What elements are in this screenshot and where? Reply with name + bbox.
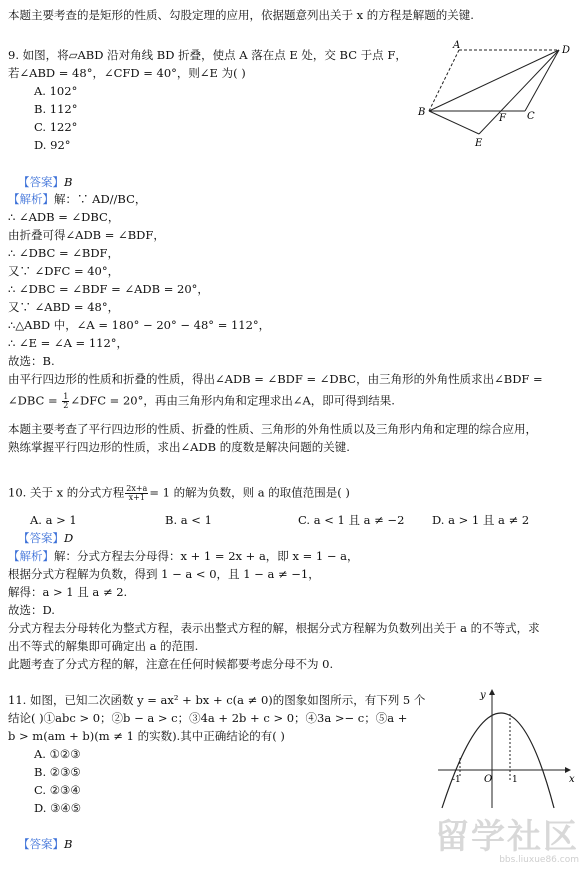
- q11-stem-line2: 结论( )①abc > 0；②b − a > c；③4a + 2b + c > 0；④3a >− c；⑤a +: [8, 711, 408, 725]
- q9-fraction-denominator: 2: [63, 401, 69, 410]
- q9-option-c: C. 122°: [34, 120, 78, 134]
- q10-analysis-line: 故选：D.: [8, 603, 55, 617]
- q11-option-c: C. ②③④: [34, 783, 81, 797]
- q9-label-f: F: [499, 113, 506, 124]
- q11-answer-line: [18, 837, 72, 852]
- q11-option-b: B. ②③⑤: [34, 765, 81, 779]
- watermark-url: bbs.liuxue86.com: [499, 855, 579, 865]
- q10-option-d: D. a > 1 且 a ≠ 2: [432, 513, 530, 527]
- q9-answer-tag: 【答案】: [18, 175, 64, 189]
- q10-analysis-first: [8, 549, 359, 564]
- q9-analysis-line: ∴ ∠ADB = ∠DBC，: [8, 210, 120, 224]
- q9-fraction-post: ∠DFC = 20°，再由三角形内角和定理求出∠A，即可得到结果.: [70, 393, 395, 408]
- q9-label-c: C: [527, 111, 535, 122]
- q10-analysis-text: 解：分式方程去分母得：x + 1 = 2x + a，即 x = 1 − a，: [54, 549, 359, 563]
- q9-label-b: B: [418, 107, 426, 118]
- q9-option-d: D. 92°: [34, 138, 71, 152]
- q9-analysis-tag: 【解析】: [8, 192, 54, 206]
- q10-fraction-numerator: 2x+a: [126, 484, 148, 493]
- q9-analysis-line: 由平行四边形的性质和折叠的性质，得出∠ADB = ∠BDF = ∠DBC，由三角形的外角性质求出∠BDF =: [8, 372, 543, 386]
- q10-analysis-line: 此题考查了分式方程的解，注意在任何时候都要考虑分母不为 0.: [8, 657, 334, 671]
- q9-label-e: E: [475, 138, 483, 149]
- watermark: [435, 819, 579, 865]
- top-summary-line: 本题主要考查的是矩形的性质、勾股定理的应用，依据题意列出关于 x 的方程是解题的关键.: [8, 8, 474, 22]
- q11-option-a: A. ①②③: [34, 747, 81, 761]
- q9-option-b: B. 112°: [34, 102, 78, 116]
- q9-parallelogram-figure: [415, 38, 580, 150]
- q10-fraction: [125, 485, 148, 502]
- q11-label-pos1: 1: [512, 775, 518, 785]
- q9-analysis-line: ∴△ABD 中，∠A = 180° − 20° − 48° = 112°，: [8, 318, 271, 332]
- q10-stem-pre: 10. 关于 x 的分式方程: [8, 485, 125, 500]
- q9-fraction-line: [8, 393, 395, 410]
- q10-option-b: B. a < 1: [165, 513, 212, 527]
- q10-stem-post: = 1 的解为负数，则 a 的取值范围是( ): [149, 485, 350, 500]
- q10-stem: [8, 485, 350, 502]
- q10-option-c: C. a < 1 且 a ≠ −2: [298, 513, 405, 527]
- q9-label-d: D: [562, 45, 571, 56]
- q10-answer-tag: 【答案】: [18, 531, 64, 545]
- q11-option-d: D. ③④⑤: [34, 801, 82, 815]
- watermark-main: 留学社区: [435, 817, 579, 857]
- q9-analysis-line: 故选：B.: [8, 354, 55, 368]
- q9-stem-line2: 若∠ABD = 48°，∠CFD = 40°，则∠E 为( ): [8, 66, 246, 80]
- q9-fraction-numerator: 1: [63, 392, 69, 401]
- q9-analysis-line: 又∵ ∠ABD = 48°，: [8, 300, 120, 314]
- q10-option-a: A. a > 1: [30, 513, 77, 527]
- q10-analysis-line: 根据分式方程解为负数，得到 1 − a < 0，且 1 − a ≠ −1，: [8, 567, 320, 581]
- q9-fraction: [62, 393, 69, 410]
- q9-summary-line1: 本题主要考查了平行四边形的性质、折叠的性质、三角形的外角性质以及三角形内角和定理的综合应用，: [8, 422, 537, 436]
- q9-analysis-text: 解：∵ AD//BC，: [54, 192, 147, 206]
- q11-label-y: y: [480, 690, 486, 701]
- q11-label-origin: O: [484, 774, 493, 785]
- q11-stem-line3: b > m(am + b)(m ≠ 1 的实数).其中正确结论的有( ): [8, 729, 285, 743]
- q9-summary-line2: 熟练掌握平行四边形的性质，求出∠ADB 的度数是解决问题的关键.: [8, 440, 350, 454]
- q10-analysis-line: 解得：a > 1 且 a ≠ 2.: [8, 585, 128, 599]
- q10-answer-line: [18, 531, 73, 546]
- q9-analysis-first: [8, 192, 146, 207]
- q10-analysis-tag: 【解析】: [8, 549, 54, 563]
- q9-answer-line: [18, 175, 72, 190]
- q10-analysis-line: 出不等式的解集即可确定出 a 的范围.: [8, 639, 199, 653]
- q9-option-a: A. 102°: [34, 84, 78, 98]
- q9-stem-line1: 9. 如图，将▱ABD 沿对角线 BD 折叠，使点 A 落在点 E 处，交 BC 于点 F，: [8, 48, 407, 62]
- q11-answer-value: B: [64, 837, 73, 851]
- q11-parabola-figure: [430, 684, 580, 810]
- q9-analysis-line: ∴ ∠DBC = ∠BDF = ∠ADB = 20°，: [8, 282, 209, 296]
- q9-analysis-line: 由折叠可得∠ADB = ∠BDF，: [8, 228, 165, 242]
- q9-fraction-pre: ∠DBC =: [8, 393, 62, 408]
- q11-label-x: x: [569, 774, 575, 785]
- q11-answer-tag: 【答案】: [18, 837, 64, 851]
- q9-analysis-line: ∴ ∠DBC = ∠BDF，: [8, 246, 120, 260]
- q9-answer-value: B: [64, 175, 73, 189]
- q11-label-neg1: -1: [452, 775, 461, 785]
- q10-analysis-line: 分式方程去分母转化为整式方程，表示出整式方程的解，根据分式方程解为负数列出关于 a 的不等式，求: [8, 621, 540, 635]
- q10-answer-value: D: [64, 531, 74, 545]
- q10-fraction-denominator: x+1: [128, 493, 145, 502]
- q9-label-a: A: [453, 40, 461, 51]
- q9-analysis-line: ∴ ∠E = ∠A = 112°，: [8, 336, 129, 350]
- q11-stem-line1: 11. 如图，已知二次函数 y = ax² + bx + c(a ≠ 0)的图象如图所示，有下列 5 个: [8, 693, 426, 707]
- q9-analysis-line: 又∵ ∠DFC = 40°，: [8, 264, 120, 278]
